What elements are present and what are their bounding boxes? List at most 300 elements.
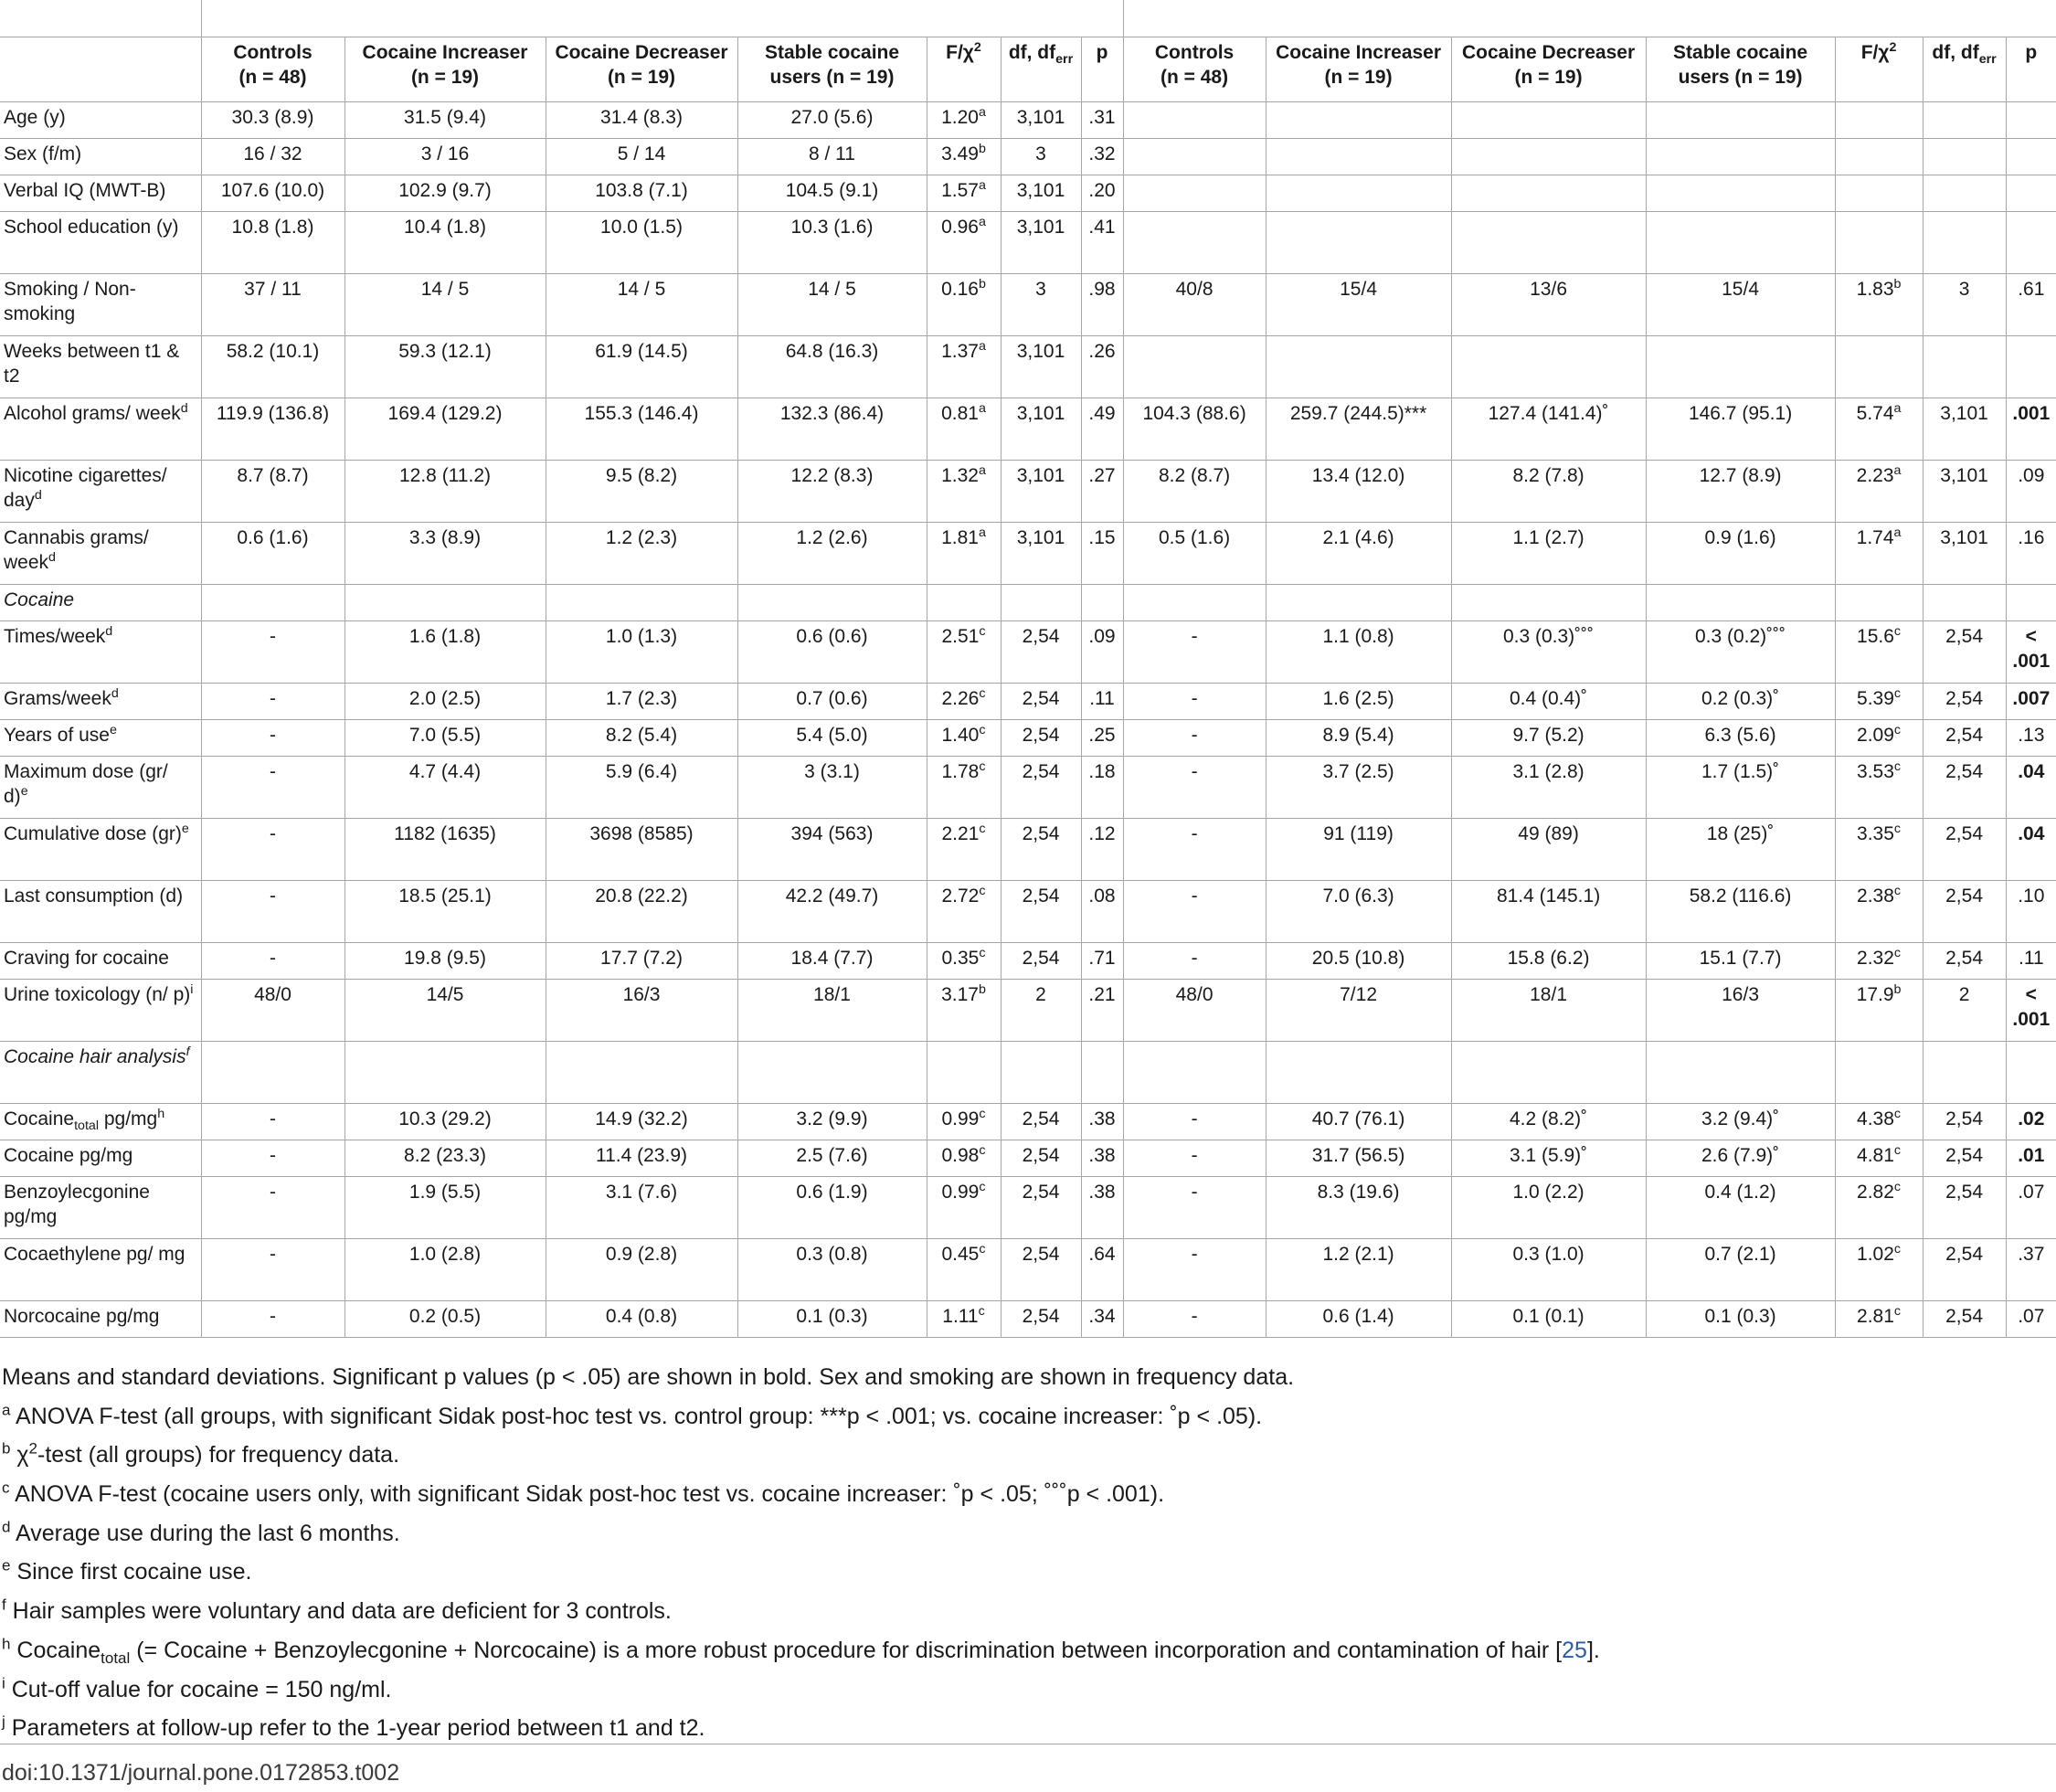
- table-cell: 0.1 (0.1): [1451, 1301, 1646, 1338]
- table-cell: .21: [1081, 980, 1123, 1042]
- table-cell: 12.7 (8.9): [1646, 461, 1835, 523]
- table-cell: .49: [1081, 398, 1123, 461]
- row-label: Last consumption (d): [0, 881, 201, 943]
- table-cell: 1.11$^c$: [927, 1301, 1001, 1338]
- table-cell: [1123, 139, 1266, 175]
- table-cell: 13/6: [1451, 274, 1646, 336]
- table-cell: 2,54: [1923, 757, 2006, 819]
- table-cell: 0.99$^c$: [927, 1177, 1001, 1239]
- table-cell: [1923, 175, 2006, 212]
- table-cell: 48/0: [201, 980, 344, 1042]
- table-cell: 0.1 (0.3): [1646, 1301, 1835, 1338]
- table-cell: 3: [1923, 274, 2006, 336]
- table-cell: [1266, 336, 1451, 398]
- table-cell: 10.3 (1.6): [737, 212, 927, 274]
- table-cell: 0.3 (0.3)˚˚˚: [1451, 621, 1646, 684]
- table-cell: 31.4 (8.3): [546, 102, 737, 139]
- header-group-row: [0, 0, 2056, 37]
- row-label: Smoking / Non-smoking: [0, 274, 201, 336]
- table-cell: 1.1 (2.7): [1451, 523, 1646, 585]
- table-header: [0, 0, 2056, 102]
- table-cell: [1646, 336, 1835, 398]
- table-cell: [201, 585, 344, 621]
- table-cell: 15.6$^c$: [1835, 621, 1923, 684]
- table-cell: 1.81$^a$: [927, 523, 1001, 585]
- table-cell: 3,101: [1001, 102, 1081, 139]
- table-cell: 0.5 (1.6): [1123, 523, 1266, 585]
- table-cell: [2006, 139, 2056, 175]
- table-cell: 1182 (1635): [344, 819, 546, 881]
- table-cell: 2,54: [1001, 819, 1081, 881]
- table-cell: .11: [1081, 684, 1123, 720]
- table-cell: 3.17$^b$: [927, 980, 1001, 1042]
- table-cell: 3.2 (9.9): [737, 1104, 927, 1140]
- table-cell: 2: [1001, 980, 1081, 1042]
- table-cell: 0.16$^b$: [927, 274, 1001, 336]
- table-cell: 0.4 (0.8): [546, 1301, 737, 1338]
- table-cell: 103.8 (7.1): [546, 175, 737, 212]
- row-label: Times/week$^d$: [0, 621, 201, 684]
- table-cell: 2,54: [1001, 1177, 1081, 1239]
- table-cell: -: [201, 1239, 344, 1301]
- table-row: [0, 461, 2056, 523]
- table-cell: 1.2 (2.6): [737, 523, 927, 585]
- table-row: [0, 274, 2056, 336]
- table-cell: [737, 585, 927, 621]
- table-cell: -: [201, 1140, 344, 1177]
- table-cell: .41: [1081, 212, 1123, 274]
- table-cell: 1.2 (2.1): [1266, 1239, 1451, 1301]
- table-cell: 3,101: [1001, 398, 1081, 461]
- table-cell: [1646, 102, 1835, 139]
- table-cell: 0.6 (0.6): [737, 621, 927, 684]
- table-row: [0, 621, 2056, 684]
- table-cell: -: [201, 720, 344, 757]
- row-label: Age (y): [0, 102, 201, 139]
- table-cell: 91 (119): [1266, 819, 1451, 881]
- table-cell: 3,101: [1001, 212, 1081, 274]
- table-cell: 1.32$^a$: [927, 461, 1001, 523]
- row-label: School education (y): [0, 212, 201, 274]
- table-cell: 31.7 (56.5): [1266, 1140, 1451, 1177]
- table-cell: 2,54: [1001, 720, 1081, 757]
- table-cell: 5.4 (5.0): [737, 720, 927, 757]
- table-cell: -: [201, 757, 344, 819]
- table-cell: 18/1: [1451, 980, 1646, 1042]
- table-cell: 2.81$^c$: [1835, 1301, 1923, 1338]
- table-cell: 3 (3.1): [737, 757, 927, 819]
- table-cell: .07: [2006, 1177, 2056, 1239]
- table-cell: 2,54: [1001, 1104, 1081, 1140]
- table-cell: 0.6 (1.9): [737, 1177, 927, 1239]
- table-cell: [1001, 585, 1081, 621]
- column-header: Stable cocaine users (n = 19): [1646, 37, 1835, 102]
- footnote: $^d$ Average use during the last 6 months.: [2, 1518, 400, 1546]
- column-header: df, $df_{err}$: [1001, 37, 1081, 102]
- row-label: Norcocaine pg/mg: [0, 1301, 201, 1338]
- column-header: Cocaine Increaser (n = 19): [344, 37, 546, 102]
- row-label: Nicotine cigarettes/ day$^d$: [0, 461, 201, 523]
- table-cell: [1835, 212, 1923, 274]
- table-cell: 2,54: [1923, 1104, 2006, 1140]
- table-cell: 2,54: [1923, 1301, 2006, 1338]
- table-cell: 0.4 (0.4)˚: [1451, 684, 1646, 720]
- table-cell: 14 / 5: [737, 274, 927, 336]
- table-cell: 2: [1923, 980, 2006, 1042]
- table-cell: 18/1: [737, 980, 927, 1042]
- row-label: Cannabis grams/ week$^d$: [0, 523, 201, 585]
- table-cell: 0.7 (2.1): [1646, 1239, 1835, 1301]
- table-cell: [1451, 212, 1646, 274]
- row-label: Verbal IQ (MWT-B): [0, 175, 201, 212]
- table-cell: 17.9$^b$: [1835, 980, 1923, 1042]
- table-cell: [1266, 139, 1451, 175]
- table-row: [0, 139, 2056, 175]
- table-cell: 8.9 (5.4): [1266, 720, 1451, 757]
- table-cell: -: [1123, 1140, 1266, 1177]
- table-cell: -: [1123, 943, 1266, 980]
- table-cell: 40/8: [1123, 274, 1266, 336]
- table-cell: 18 (25)˚: [1646, 819, 1835, 881]
- table-cell: 2,54: [1001, 1239, 1081, 1301]
- column-header: Controls (n = 48): [201, 37, 344, 102]
- table-cell: 2.0 (2.5): [344, 684, 546, 720]
- table-cell: 31.5 (9.4): [344, 102, 546, 139]
- table-cell: 1.02$^c$: [1835, 1239, 1923, 1301]
- table-cell: [1646, 1042, 1835, 1104]
- table-cell: [344, 585, 546, 621]
- table-cell: [2006, 102, 2056, 139]
- table-cell: 14/5: [344, 980, 546, 1042]
- table-cell: 4.2 (8.2)˚: [1451, 1104, 1646, 1140]
- table-cell: 0.35$^c$: [927, 943, 1001, 980]
- table-cell: .15: [1081, 523, 1123, 585]
- table-cell: 3,101: [1923, 523, 2006, 585]
- table-cell: 16/3: [546, 980, 737, 1042]
- table-cell: .18: [1081, 757, 1123, 819]
- table-cell: [1646, 212, 1835, 274]
- table-cell: 7.0 (5.5): [344, 720, 546, 757]
- table-cell: 16/3: [1646, 980, 1835, 1042]
- table-cell: 2.38$^c$: [1835, 881, 1923, 943]
- table-cell: 3,101: [1001, 523, 1081, 585]
- table-cell: 0.7 (0.6): [737, 684, 927, 720]
- table-cell: 0.2 (0.5): [344, 1301, 546, 1338]
- table-cell: [1451, 175, 1646, 212]
- table-cell: [201, 1042, 344, 1104]
- table-cell: .26: [1081, 336, 1123, 398]
- table-row: [0, 1301, 2056, 1338]
- column-header: [0, 37, 201, 102]
- table-cell: 3,101: [1001, 461, 1081, 523]
- table-cell: 3.7 (2.5): [1266, 757, 1451, 819]
- table-cell: 1.57$^a$: [927, 175, 1001, 212]
- table-cell: .25: [1081, 720, 1123, 757]
- column-header: Cocaine Increaser (n = 19): [1266, 37, 1451, 102]
- table-cell: -: [1123, 1239, 1266, 1301]
- table-cell: [1123, 585, 1266, 621]
- table-cell: 394 (563): [737, 819, 927, 881]
- table-cell: -: [201, 819, 344, 881]
- header-group: [1123, 0, 2056, 37]
- table-row: [0, 1140, 2056, 1177]
- table-cell: 2.5 (7.6): [737, 1140, 927, 1177]
- table-cell: [344, 1042, 546, 1104]
- row-label: Cocaethylene pg/ mg: [0, 1239, 201, 1301]
- table-cell: 15/4: [1266, 274, 1451, 336]
- table-cell: [1835, 102, 1923, 139]
- table-cell: 18.4 (7.7): [737, 943, 927, 980]
- table-cell: .001: [2006, 398, 2056, 461]
- table-cell: .007: [2006, 684, 2056, 720]
- table-cell: [546, 585, 737, 621]
- table-row: [0, 1239, 2056, 1301]
- table-row: [0, 943, 2056, 980]
- table-cell: 0.45$^c$: [927, 1239, 1001, 1301]
- table-cell: 1.6 (2.5): [1266, 684, 1451, 720]
- row-label: Cumulative dose (gr)$^e$: [0, 819, 201, 881]
- table-cell: 132.3 (86.4): [737, 398, 927, 461]
- table-cell: [927, 585, 1001, 621]
- table-cell: 1.0 (2.2): [1451, 1177, 1646, 1239]
- table-cell: 5.39$^c$: [1835, 684, 1923, 720]
- table-cell: [1123, 1042, 1266, 1104]
- table-cell: 58.2 (10.1): [201, 336, 344, 398]
- table-cell: .98: [1081, 274, 1123, 336]
- table-cell: 42.2 (49.7): [737, 881, 927, 943]
- table-cell: 3.35$^c$: [1835, 819, 1923, 881]
- table-cell: 0.6 (1.6): [201, 523, 344, 585]
- table-cell: [1923, 585, 2006, 621]
- table-row: [0, 980, 2056, 1042]
- table-cell: .38: [1081, 1104, 1123, 1140]
- table-cell: 8 / 11: [737, 139, 927, 175]
- table-cell: [1081, 585, 1123, 621]
- table-cell: 81.4 (145.1): [1451, 881, 1646, 943]
- table-cell: 1.7 (2.3): [546, 684, 737, 720]
- table-cell: 2,54: [1001, 757, 1081, 819]
- table-cell: 3.49$^b$: [927, 139, 1001, 175]
- table-cell: 19.8 (9.5): [344, 943, 546, 980]
- table-cell: 5.74$^a$: [1835, 398, 1923, 461]
- table-cell: .31: [1081, 102, 1123, 139]
- footnote: $^j$ Parameters at follow-up refer to the 1-year period between t1 and t2.: [2, 1712, 705, 1742]
- table-cell: 3.53$^c$: [1835, 757, 1923, 819]
- column-header: p: [1081, 37, 1123, 102]
- table-cell: 58.2 (116.6): [1646, 881, 1835, 943]
- table-cell: 3.2 (9.4)˚: [1646, 1104, 1835, 1140]
- table-cell: 2,54: [1923, 819, 2006, 881]
- table-cell: .37: [2006, 1239, 2056, 1301]
- table-cell: .61: [2006, 274, 2056, 336]
- table-cell: [1646, 175, 1835, 212]
- table-cell: 2,54: [1923, 621, 2006, 684]
- table-cell: -: [1123, 819, 1266, 881]
- doi-text: doi:10.1371/journal.pone.0172853.t002: [2, 1760, 400, 1786]
- table-cell: [1923, 139, 2006, 175]
- table-cell: .02: [2006, 1104, 2056, 1140]
- table-cell: 2,54: [1001, 943, 1081, 980]
- table-cell: 37 / 11: [201, 274, 344, 336]
- table-cell: [1123, 336, 1266, 398]
- table-cell: .38: [1081, 1177, 1123, 1239]
- table-cell: -: [201, 1301, 344, 1338]
- table-cell: 10.8 (1.8): [201, 212, 344, 274]
- table-cell: 0.3 (1.0): [1451, 1239, 1646, 1301]
- table-cell: -: [1123, 621, 1266, 684]
- table-cell: 0.3 (0.2)˚˚˚: [1646, 621, 1835, 684]
- table-row: [0, 398, 2056, 461]
- table-cell: .27: [1081, 461, 1123, 523]
- footnote: $^i$ Cut-off value for cocaine = 150 ng/ml.: [2, 1674, 392, 1702]
- table-cell: 1.74$^a$: [1835, 523, 1923, 585]
- table-cell: 12.2 (8.3): [737, 461, 927, 523]
- table-cell: 3.1 (2.8): [1451, 757, 1646, 819]
- table-cell: -: [201, 684, 344, 720]
- table-cell: -: [201, 621, 344, 684]
- table-cell: 2,54: [1923, 1140, 2006, 1177]
- table-row: [0, 819, 2056, 881]
- row-label: Cocaine pg/mg: [0, 1140, 201, 1177]
- table-cell: .71: [1081, 943, 1123, 980]
- table-cell: -: [201, 1177, 344, 1239]
- table-cell: 1.0 (2.8): [344, 1239, 546, 1301]
- footnotes: [2, 1358, 2049, 1748]
- table-cell: 0.98$^c$: [927, 1140, 1001, 1177]
- table-cell: [1123, 102, 1266, 139]
- table-cell: 3: [1001, 274, 1081, 336]
- table-cell: 2,54: [1001, 881, 1081, 943]
- table-cell: 4.38$^c$: [1835, 1104, 1923, 1140]
- table-cell: 2,54: [1001, 621, 1081, 684]
- table-cell: [2006, 585, 2056, 621]
- table-cell: 20.8 (22.2): [546, 881, 737, 943]
- table-cell: 0.6 (1.4): [1266, 1301, 1451, 1338]
- table-cell: 15/4: [1646, 274, 1835, 336]
- table-cell: [2006, 212, 2056, 274]
- table-cell: [927, 1042, 1001, 1104]
- table-row: [0, 175, 2056, 212]
- footnote: $^a$ ANOVA F-test (all groups, with significant Sidak post-hoc test vs. control group: ***p < .001; vs. cocaine increaser: ˚p < .05).: [2, 1401, 1263, 1429]
- table-cell: 2,54: [1001, 1140, 1081, 1177]
- table-cell: 1.20$^a$: [927, 102, 1001, 139]
- table-cell: 2,54: [1001, 1301, 1081, 1338]
- table-cell: 107.6 (10.0): [201, 175, 344, 212]
- row-label: Cocaine$_{total}$ $pg/mg^h$: [0, 1104, 201, 1140]
- table-row: [0, 684, 2056, 720]
- table-cell: [1266, 175, 1451, 212]
- table-cell: 0.9 (1.6): [1646, 523, 1835, 585]
- table-cell: [2006, 175, 2056, 212]
- table-cell: 49 (89): [1451, 819, 1646, 881]
- table-cell: 14 / 5: [546, 274, 737, 336]
- table-cell: 259.7 (244.5)***: [1266, 398, 1451, 461]
- table-cell: 3: [1001, 139, 1081, 175]
- table-cell: 119.9 (136.8): [201, 398, 344, 461]
- reference-link[interactable]: 25: [1562, 1637, 1587, 1663]
- table-cell: 3.1 (7.6): [546, 1177, 737, 1239]
- table-cell: [1451, 585, 1646, 621]
- table-cell: 127.4 (141.4)˚: [1451, 398, 1646, 461]
- footnote: $^h$ Cocaine$_{total}$ (= Cocaine + Benzoylecgonine + Norcocaine) is a more robust procedure for discrimination between incorporation and contamination of hair [25].: [2, 1635, 1600, 1667]
- table-cell: .11: [2006, 943, 2056, 980]
- table-cell: 8.3 (19.6): [1266, 1177, 1451, 1239]
- table-cell: 3,101: [1923, 398, 2006, 461]
- table-cell: .09: [1081, 621, 1123, 684]
- table-cell: [1923, 212, 2006, 274]
- table-row: [0, 1177, 2056, 1239]
- table-cell: 40.7 (76.1): [1266, 1104, 1451, 1140]
- table-cell: 3,101: [1001, 175, 1081, 212]
- table-cell: 104.3 (88.6): [1123, 398, 1266, 461]
- table-cell: 1.2 (2.3): [546, 523, 737, 585]
- row-label: Grams/week$^d$: [0, 684, 201, 720]
- table-cell: .10: [2006, 881, 2056, 943]
- table-cell: [1123, 212, 1266, 274]
- table-cell: [1835, 139, 1923, 175]
- table-cell: 3 / 16: [344, 139, 546, 175]
- table-cell: 17.7 (7.2): [546, 943, 737, 980]
- table-row: [0, 1042, 2056, 1104]
- column-header: p: [2006, 37, 2056, 102]
- table-cell: 6.3 (5.6): [1646, 720, 1835, 757]
- table-cell: -: [201, 881, 344, 943]
- table-cell: -: [1123, 684, 1266, 720]
- table-cell: 7/12: [1266, 980, 1451, 1042]
- table-cell: 0.4 (1.2): [1646, 1177, 1835, 1239]
- table-cell: 1.6 (1.8): [344, 621, 546, 684]
- table-cell: 1.9 (5.5): [344, 1177, 546, 1239]
- table-cell: 18.5 (25.1): [344, 881, 546, 943]
- table-cell: [546, 1042, 737, 1104]
- header-group: [0, 0, 201, 37]
- table-cell: 2.82$^c$: [1835, 1177, 1923, 1239]
- row-label: Craving for cocaine: [0, 943, 201, 980]
- table-row: [0, 757, 2056, 819]
- footnote: $^b$ $\chi^2$-test (all groups) for frequency data.: [2, 1440, 400, 1469]
- table-cell: 10.0 (1.5): [546, 212, 737, 274]
- column-header: Stable cocaine users (n = 19): [737, 37, 927, 102]
- table-cell: 102.9 (9.7): [344, 175, 546, 212]
- table-cell: 8.2 (5.4): [546, 720, 737, 757]
- table-cell: 8.2 (7.8): [1451, 461, 1646, 523]
- table-cell: 0.99$^c$: [927, 1104, 1001, 1140]
- table-cell: 10.3 (29.2): [344, 1104, 546, 1140]
- table-cell: .34: [1081, 1301, 1123, 1338]
- table-cell: 9.7 (5.2): [1451, 720, 1646, 757]
- table-cell: [1451, 1042, 1646, 1104]
- table-cell: 61.9 (14.5): [546, 336, 737, 398]
- table-cell: [1646, 585, 1835, 621]
- table-cell: 2,54: [1923, 720, 2006, 757]
- row-label: Cocaine hair analysis$^f$: [0, 1042, 201, 1104]
- table-cell: .32: [1081, 139, 1123, 175]
- table-cell: [1123, 175, 1266, 212]
- table-cell: [1266, 212, 1451, 274]
- table-row: [0, 102, 2056, 139]
- row-label: Years of use$^e$: [0, 720, 201, 757]
- table-cell: 14 / 5: [344, 274, 546, 336]
- table-cell: [1923, 336, 2006, 398]
- table-cell: 2,54: [1923, 943, 2006, 980]
- row-label: Alcohol grams/ week$^d$: [0, 398, 201, 461]
- table-cell: [737, 1042, 927, 1104]
- table-cell: [1451, 139, 1646, 175]
- table-cell: [1923, 1042, 2006, 1104]
- table-cell: 9.5 (8.2): [546, 461, 737, 523]
- table-cell: [1835, 585, 1923, 621]
- table-cell: 1.0 (1.3): [546, 621, 737, 684]
